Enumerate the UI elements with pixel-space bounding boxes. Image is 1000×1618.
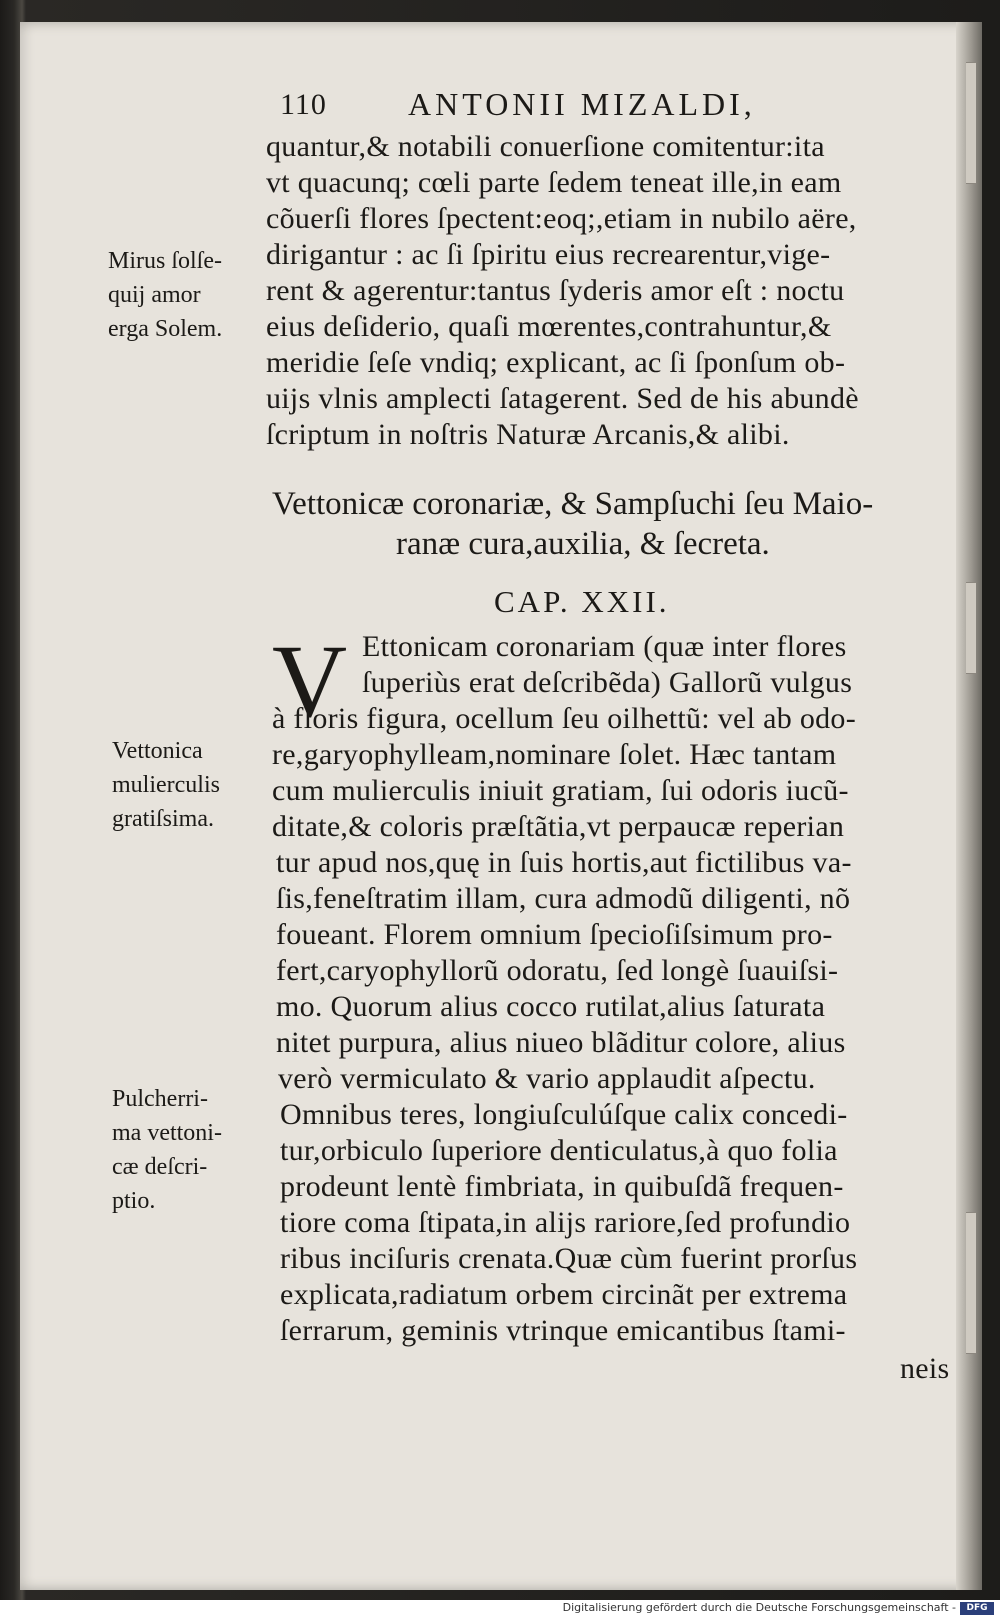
text-line: meridie ſeſe vndiq; explicant, ac ſi ſponſum ob- [266, 346, 846, 379]
dfg-logo: DFG [960, 1602, 994, 1615]
text-line: nitet purpura, alius niueo blãditur colore, alius [276, 1026, 846, 1059]
text-line: à floris figura, ocellum ſeu oilhettũ: vel ab odo- [272, 702, 857, 735]
text-line: re,garyophylleam,nominare ſolet. Hæc tantam [272, 738, 837, 771]
drop-initial: V [272, 624, 348, 739]
chapter-number: CAP. XXII. [494, 584, 670, 619]
text-line: ſuperiùs erat deſcribẽda) Gallorũ vulgus [362, 666, 853, 699]
text-line: mo. Quorum alius cocco rutilat,alius ſaturata [276, 990, 826, 1023]
margin-note: quij amor [108, 282, 201, 308]
text-line: cum mulierculis iniuit gratiam, ſui odoris iucũ- [272, 774, 849, 807]
text-line: cõuerſi flores ſpectent:eoq;,etiam in nubilo aëre, [266, 202, 857, 235]
margin-note: ma vettoni- [112, 1120, 222, 1146]
text-line: Omnibus teres, longiuſculúſque calix concedi- [280, 1098, 848, 1131]
page-tab [966, 582, 976, 674]
text-line: ribus inciſuris crenata.Quæ cùm fuerint prorſus [280, 1242, 858, 1275]
text-line: ſerrarum, geminis vtrinque emicantibus ſtami- [280, 1314, 846, 1347]
page-tab [966, 62, 976, 184]
text-line: dirigantur : ac ſi ſpiritu eius recrearentur,vige- [266, 238, 831, 271]
text-line: prodeunt lentè fimbriata, in quibuſdã frequen- [280, 1170, 844, 1203]
text-line: uijs vlnis amplecti ſatagerent. Sed de his abundè [266, 382, 859, 415]
catchword: neis [900, 1352, 950, 1385]
margin-note: mulierculis [112, 772, 220, 798]
text-line: tur apud nos,quę in ſuis hortis,aut fictilibus va- [276, 846, 852, 879]
text-line: explicata,radiatum orbem circinãt per extrema [280, 1278, 848, 1311]
text-line: Ettonicam coronariam (quæ inter flores [362, 630, 847, 663]
chapter-heading: ranæ cura,auxilia, & ſecreta. [396, 526, 770, 562]
text-line: foueant. Florem omnium ſpecioſiſsimum pro- [276, 918, 833, 951]
page-edge [956, 22, 982, 1590]
text-line: verò vermiculato & vario applaudit aſpectu. [278, 1062, 816, 1095]
text-line: fert,caryophyllorũ odoratu, ſed longè ſuauiſsi- [276, 954, 839, 987]
text-line: quantur,& notabili conuerſione comitentur:ita [266, 130, 825, 163]
text-line: ſcriptum in noſtris Naturæ Arcanis,& alibi. [266, 418, 790, 451]
text-line: ditate,& coloris præſtãtia,vt perpaucæ reperian [272, 810, 845, 843]
running-title: ANTONII MIZALDI, [408, 86, 756, 122]
margin-note: ptio. [112, 1188, 156, 1214]
text-line: ſis,feneſtratim illam, cura admodũ diligenti, nõ [276, 882, 851, 915]
page-tab [966, 1212, 976, 1354]
margin-note: erga Solem. [108, 316, 223, 342]
margin-note: cæ deſcri- [112, 1154, 208, 1180]
margin-note: Pulcherri- [112, 1086, 208, 1112]
text-line: vt quacunq; cœli parte ſedem teneat ille,in eam [266, 166, 842, 199]
text-line: rent & agerentur:tantus ſyderis amor eſt : noctu [266, 274, 845, 307]
page-number: 110 [280, 88, 327, 121]
margin-note: Mirus ſolſe- [108, 248, 222, 274]
dfg-credit: Digitalisierung gefördert durch die Deutsche Forschungsgemeinschaft - [562, 1601, 956, 1614]
text-line: tur,orbiculo ſuperiore denticulatus,à quo folia [280, 1134, 838, 1167]
margin-note: gratiſsima. [112, 806, 214, 832]
text-line: eius deſiderio, quaſi mœrentes,contrahuntur,& [266, 310, 832, 343]
chapter-heading: Vettonicæ coronariæ, & Sampſuchi ſeu Maio- [272, 486, 874, 522]
margin-note: Vettonica [112, 738, 203, 764]
text-line: tiore coma ſtipata,in alijs rariore,ſed profundio [280, 1206, 851, 1239]
